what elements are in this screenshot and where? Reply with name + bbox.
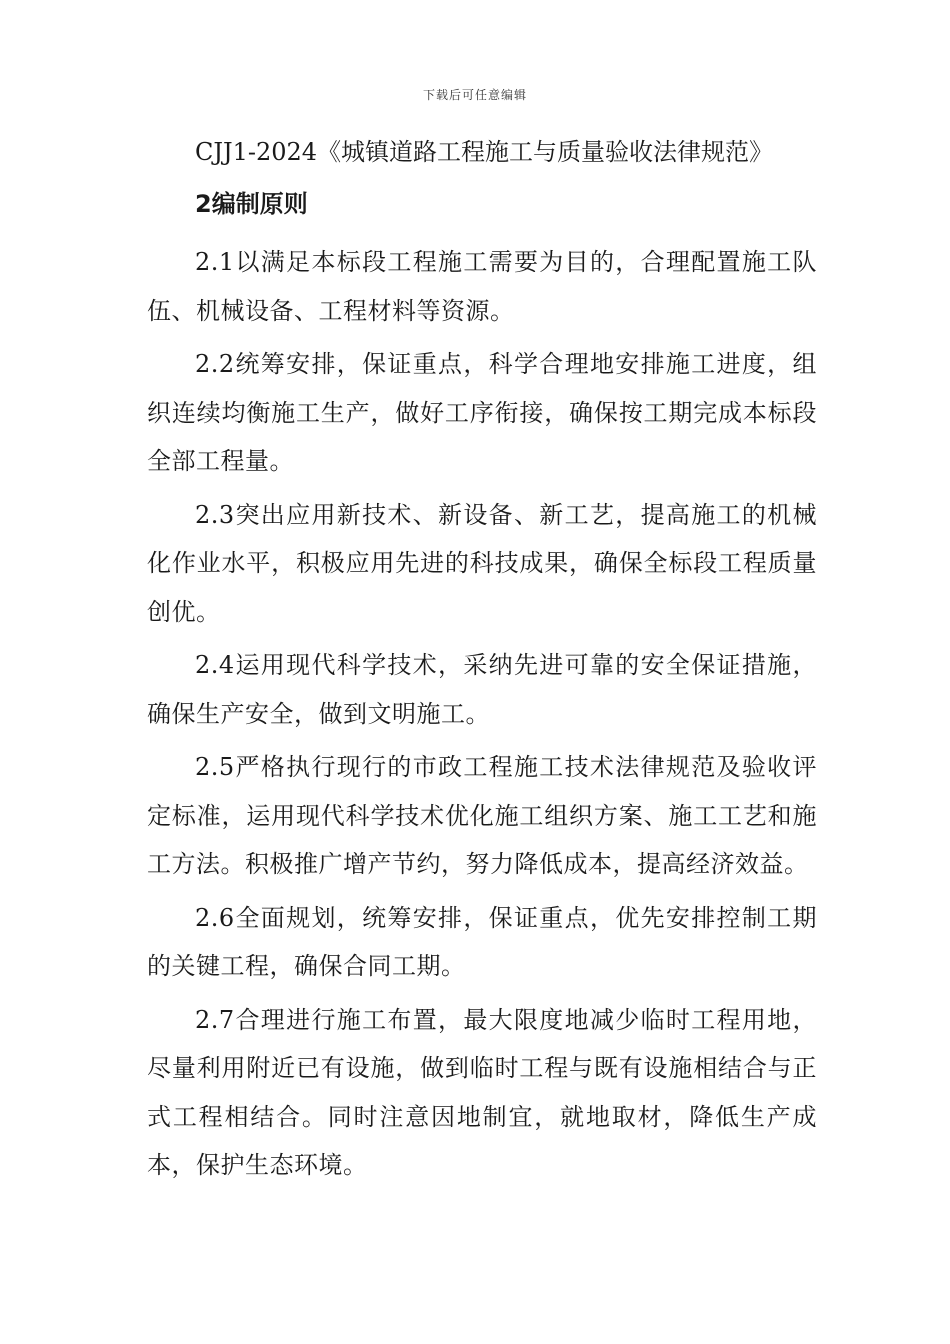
paragraph-2-3: 2.3突出应用新技术、新设备、新工艺，提高施工的机械化作业水平，积极应用先进的科技成果，确保全标段工程质量创优。 — [147, 500, 817, 626]
document-body — [147, 128, 817, 1195]
paragraph-2-5: 2.5严格执行现行的市政工程施工技术法律规范及验收评定标准，运用现代科学技术优化施工组织方案、施工工艺和施工方法。积极推广增产节约，努力降低成本，提高经济效益。 — [147, 753, 817, 878]
paragraph-2-6: 2.6全面规划，统筹安排，保证重点，优先安排控制工期的关键工程，确保合同工期。 — [147, 903, 817, 980]
paragraph-2-2: 2.2统筹安排，保证重点，科学合理地安排施工进度，组织连续均衡施工生产，做好工序衔接，确保按工期完成本标段全部工程量。 — [147, 350, 817, 475]
paragraph-2-7: 2.7合理进行施工布置，最大限度地减少临时工程用地，尽量利用附近已有设施，做到临时工程与既有设施相结合与正式工程相结合。同时注意因地制宜，就地取材，降低生产成本，保护生态环境。 — [147, 1005, 817, 1179]
header-note: 下载后可任意编辑 — [422, 88, 527, 102]
paragraph-2-1: 2.1以满足本标段工程施工需要为目的，合理配置施工队伍、机械设备、工程材料等资源。 — [147, 248, 817, 325]
paragraph-2-4: 2.4运用现代科学技术，采纳先进可靠的安全保证措施，确保生产安全，做到文明施工。 — [147, 651, 817, 728]
reference-standard: CJJ1-2024《城镇道路工程施工与质量验收法律规范》 — [195, 138, 774, 166]
section-title: 2编制原则 — [195, 190, 308, 218]
